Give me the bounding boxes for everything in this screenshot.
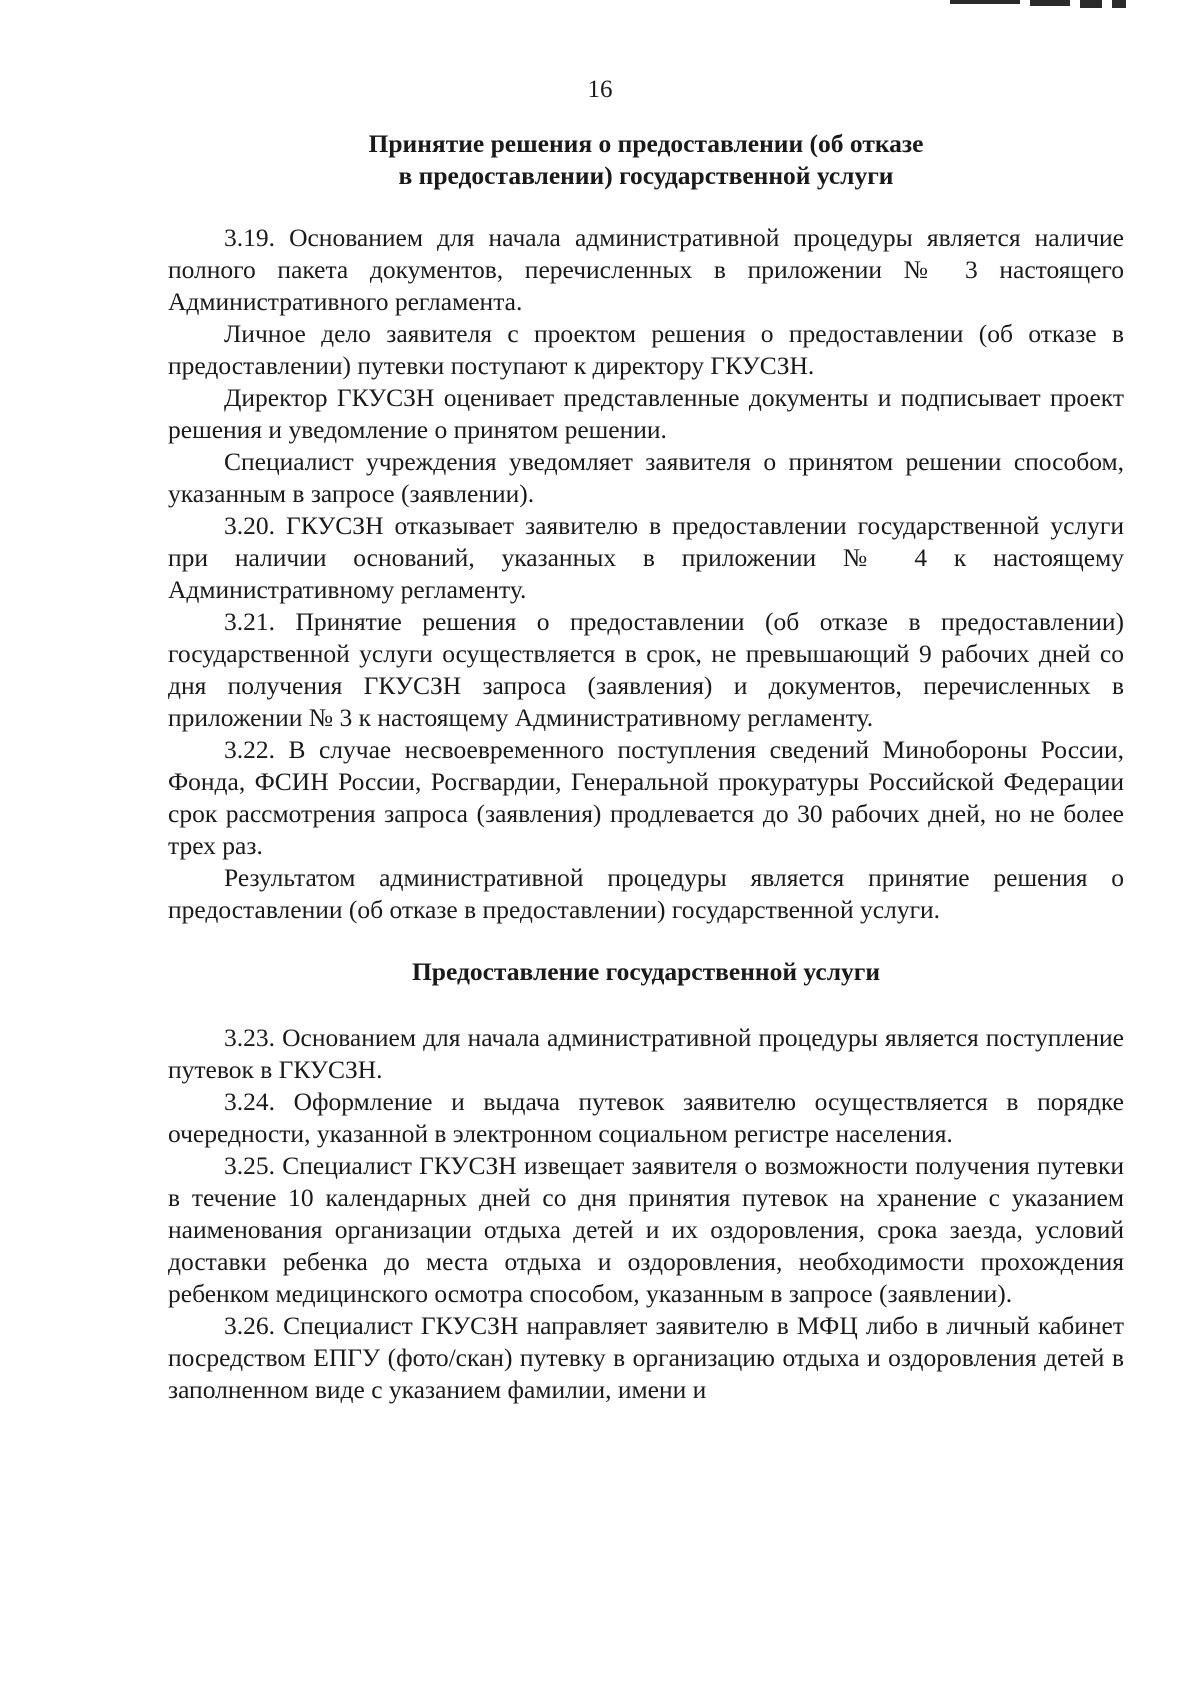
- section-heading-provision: Предоставление государственной услуги: [411, 957, 881, 986]
- document-body: [168, 128, 1124, 1406]
- scan-artifact: [1030, 0, 1070, 6]
- paragraph-3-25: 3.25. Специалист ГКУСЗН извещает заявителя о возможности получения путевки в течение 10 календарных дней со дня принятия путевок на хранение с указанием наименования организации отдыха детей и их оздоровления, срока заезда, условий доставки ребенка до места отдыха и оздоровления, необходимости прохождения ребенком медицинского осмотра способом, указанным в запросе (заявлении).: [168, 1151, 1124, 1308]
- paragraph-3-19: 3.19. Основанием для начала административной процедуры является наличие полного пакета документов, перечисленных в приложении № 3 настоящего Административного регламента.: [168, 223, 1124, 316]
- paragraph-3-24: 3.24. Оформление и выдача путевок заявителю осуществляется в порядке очередности, указанной в электронном социальном регистре населения.: [168, 1087, 1124, 1148]
- scan-artifact: [950, 0, 1020, 4]
- paragraph-specialist-notify: Специалист учреждения уведомляет заявителя о принятом решении способом, указанным в запросе (заявлении).: [168, 447, 1124, 508]
- section-heading-decision: [168, 128, 1124, 192]
- paragraph-3-22: 3.22. В случае несвоевременного поступления сведений Минобороны России, Фонда, ФСИН России, Росгвардии, Генеральной прокуратуры Российской Федерации срок рассмотрения запроса (заявления) продлевается до 30 рабочих дней, но не более трех раз.: [168, 735, 1124, 860]
- paragraph-result: Результатом административной процедуры является принятие решения о предоставлении (об отказе в предоставлении) государственной услуги.: [168, 863, 1124, 924]
- scan-artifact: [1080, 0, 1102, 8]
- page-number: 16: [587, 76, 613, 103]
- paragraph-director: Директор ГКУСЗН оценивает представленные документы и подписывает проект решения и уведомление о принятом решении.: [168, 383, 1124, 444]
- heading-line: в предоставлении) государственной услуги: [398, 161, 894, 190]
- paragraph-3-21: 3.21. Принятие решения о предоставлении (об отказе в предоставлении) государственной услуги осуществляется в срок, не превышающий 9 рабочих дней со дня получения ГКУСЗН запроса (заявления) и документов, перечисленных в приложении № 3 к настоящему Административному регламенту.: [168, 607, 1124, 732]
- paragraph-personal-file: Личное дело заявителя с проектом решения о предоставлении (об отказе в предоставлении) путевки поступают к директору ГКУСЗН.: [168, 319, 1124, 380]
- paragraph-3-26: 3.26. Специалист ГКУСЗН направляет заявителю в МФЦ либо в личный кабинет посредством ЕПГУ (фото/скан) путевку в организацию отдыха и оздоровления детей в заполненном виде с указанием фамилии, имени и: [168, 1311, 1124, 1404]
- paragraph-3-20: 3.20. ГКУСЗН отказывает заявителю в предоставлении государственной услуги при наличии оснований, указанных в приложении № 4 к настоящему Административному регламенту.: [168, 511, 1124, 604]
- heading-line: Принятие решения о предоставлении (об отказе: [368, 129, 924, 158]
- paragraph-3-23: 3.23. Основанием для начала административной процедуры является поступление путевок в ГКУСЗН.: [168, 1023, 1124, 1084]
- scan-artifact: [1112, 0, 1126, 8]
